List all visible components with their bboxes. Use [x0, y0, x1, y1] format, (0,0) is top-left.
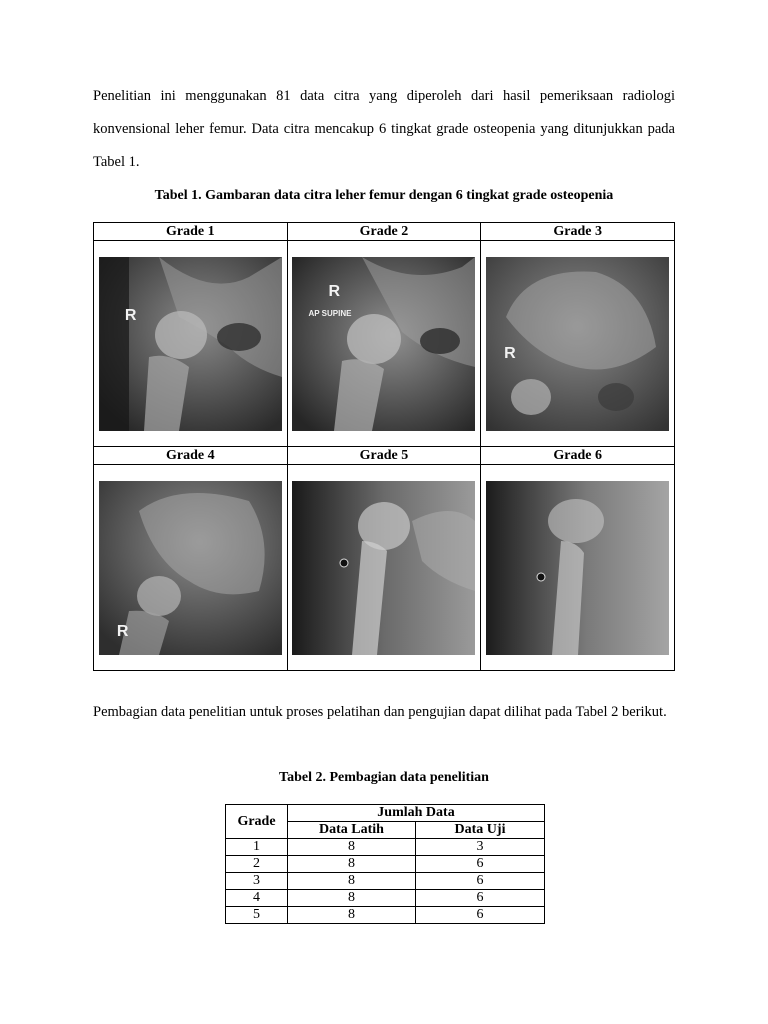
- train-cell: 8: [288, 856, 416, 873]
- table-row: [226, 856, 545, 873]
- grade-header: Grade 6: [481, 447, 675, 465]
- grade-cell: 3: [226, 873, 288, 890]
- test-cell: 6: [416, 856, 545, 873]
- side-marker: R: [116, 623, 129, 640]
- table-row: [226, 907, 545, 924]
- xray-image-grade-2: [292, 257, 475, 431]
- xray-image-grade-4: [99, 481, 282, 655]
- xray-image-grade-6: [486, 481, 669, 655]
- train-cell: 8: [288, 873, 416, 890]
- grade-header: Grade 4: [94, 447, 288, 465]
- train-cell: 8: [288, 839, 416, 856]
- grade-cell: 2: [226, 856, 288, 873]
- grade-header: Grade 2: [287, 223, 481, 241]
- test-cell: 3: [416, 839, 545, 856]
- second-paragraph: Pembagian data penelitian untuk proses pelatihan dan pengujian dapat dilihat pada Tabel 2 berikut.: [93, 704, 667, 720]
- xray-image-grade-3: [486, 257, 669, 431]
- view-marker: AP SUPINE: [308, 309, 352, 318]
- grade-cell: 1: [226, 839, 288, 856]
- table1-caption: Tabel 1. Gambaran data citra leher femur dengan 6 tingkat grade osteopenia: [154, 188, 614, 203]
- grade-cell: 5: [226, 907, 288, 924]
- grade-cell: 4: [226, 890, 288, 907]
- train-cell: 8: [288, 907, 416, 924]
- xray-image-grade-5: [292, 481, 475, 655]
- test-cell: 6: [416, 907, 545, 924]
- train-cell: 8: [288, 890, 416, 907]
- table2-caption: Tabel 2. Pembagian data penelitian: [279, 770, 489, 785]
- grade-column-header: Grade: [226, 805, 288, 839]
- table-row: [226, 839, 545, 856]
- xray-image-grade-1: [99, 257, 282, 431]
- side-marker: R: [504, 345, 516, 362]
- test-cell: 6: [416, 873, 545, 890]
- test-cell: 6: [416, 890, 545, 907]
- table-row: [226, 873, 545, 890]
- jumlah-data-header: Jumlah Data: [288, 805, 545, 822]
- table2: [225, 804, 545, 924]
- table-row: [226, 890, 545, 907]
- side-marker: R: [328, 283, 341, 300]
- table1: [93, 222, 675, 671]
- side-marker: R: [124, 307, 137, 324]
- data-latih-header: Data Latih: [288, 822, 416, 839]
- grade-header: Grade 3: [481, 223, 675, 241]
- intro-paragraph: Penelitian ini menggunakan 81 data citra yang diperoleh dari hasil pemeriksaan radiologi konvensional leher femur. Data citra mencakup 6 tingkat grade osteopenia yang ditunjukkan pada Tabel 1.: [93, 88, 675, 170]
- grade-header: Grade 5: [287, 447, 481, 465]
- data-uji-header: Data Uji: [416, 822, 545, 839]
- grade-header: Grade 1: [94, 223, 288, 241]
